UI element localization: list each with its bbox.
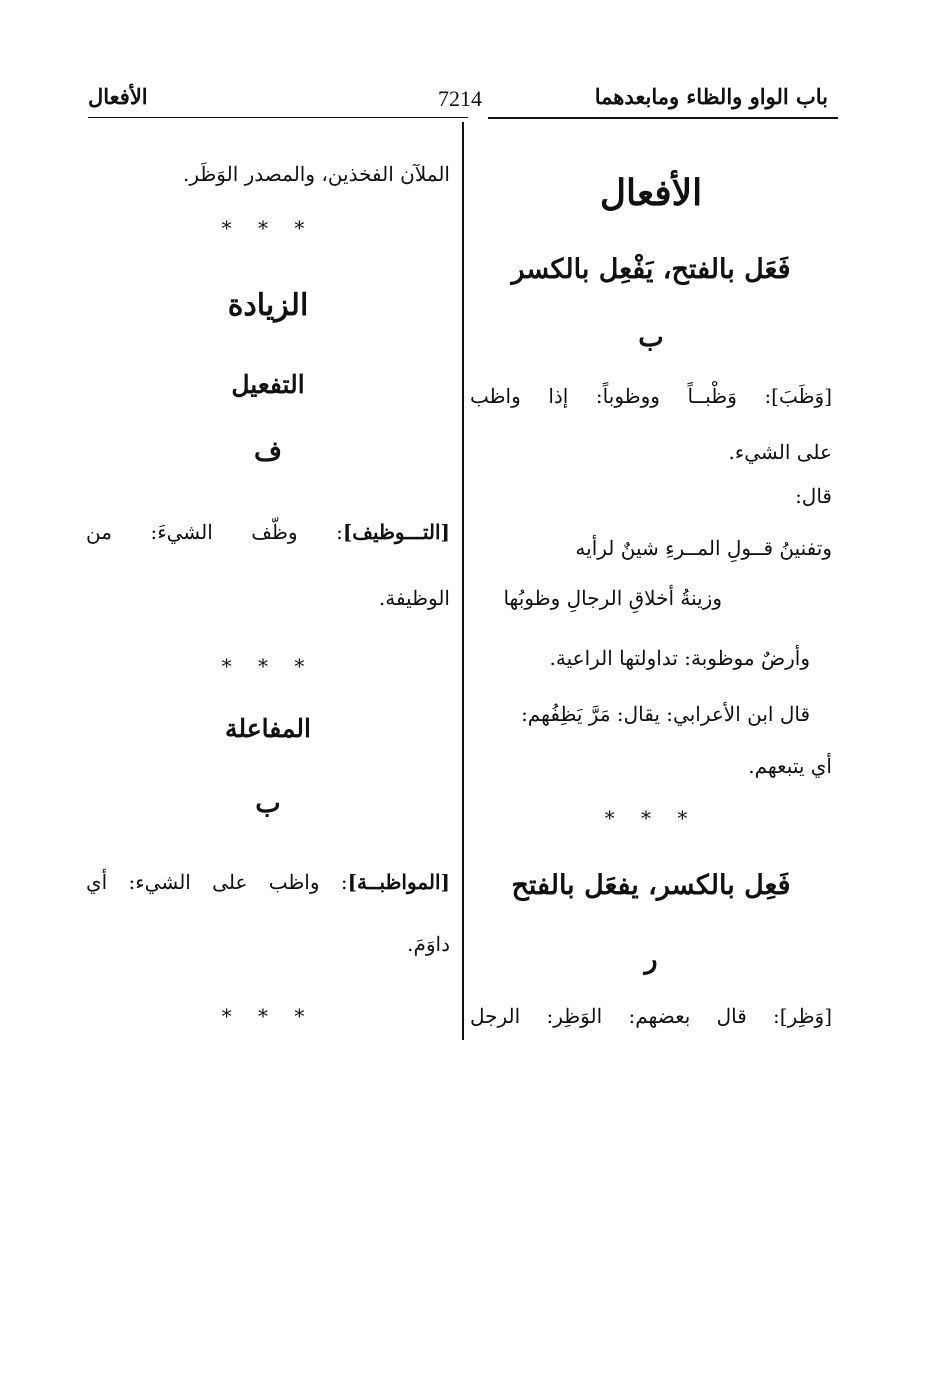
entry-muwazaba-line-1 [86, 870, 450, 894]
letter-heading-ra: ر [644, 944, 658, 975]
entry-definition: : واظب على الشيء: أي [86, 870, 348, 894]
entry-wazaba-line-1: [وَظَبَ]: وَظْبــاً ووظوباً: إذا واظب [470, 384, 832, 408]
entry-term: [المواظبــة] [347, 870, 450, 894]
subheading-fatha-kasra: فَعَل بالفتح، يَفْعِل بالكسر [511, 254, 791, 285]
section-title-afal: الأفعال [599, 172, 703, 214]
header-rule-right [488, 117, 838, 119]
entry-definition: : وظّف الشيءَ: من [86, 520, 343, 544]
running-title-left: الأفعال [88, 84, 148, 109]
land-line: وأرضٌ موظوبة: تداولتها الراعية. [549, 646, 810, 670]
letter-heading-ba: ب [638, 322, 664, 353]
entry-term: [التـــوظيف] [342, 520, 450, 544]
subheading-mufaala: المفاعلة [225, 714, 311, 743]
continuation-line: الملآن الفخذين، والمصدر الوَظَر. [183, 162, 450, 186]
subheading-tafil: التفعيل [231, 370, 305, 399]
subheading-kasra-fatha: فَعِل بالكسر، يفعَل بالفتح [511, 870, 791, 901]
entry-wazaba-line-2: على الشيء. [728, 440, 832, 464]
ibn-arabi-line-2: أي يتبعهم. [748, 754, 832, 778]
separator-stars: * * * [221, 1004, 315, 1028]
section-title-ziyada: الزيادة [227, 288, 309, 323]
running-title-right: باب الواو والظاء ومابعدهما [594, 84, 828, 109]
letter-heading-fa: ف [254, 436, 282, 467]
separator-stars: * * * [604, 806, 698, 830]
qal-label: قال: [795, 484, 832, 508]
separator-stars: * * * [221, 216, 315, 240]
separator-stars: * * * [221, 654, 315, 678]
verse-line-1: وتفنينُ قــولِ المــرءِ شينٌ لرأيه [575, 536, 832, 560]
letter-heading-ba: ب [255, 788, 281, 819]
header-rule-left [88, 117, 468, 118]
entry-tawzif-line-1 [86, 520, 450, 544]
entry-tawzif-line-2: الوظيفة. [378, 586, 450, 610]
entry-wazir-line-1: [وَظِر]: قال بعضهم: الوَظِر: الرجل [470, 1004, 832, 1028]
column-divider [462, 122, 464, 1040]
entry-muwazaba-line-2: داوَمَ. [407, 932, 450, 956]
page-header [88, 78, 828, 118]
ibn-arabi-line-1: قال ابن الأعرابي: يقال: مَرَّ يَظِفُهم: [521, 702, 810, 726]
verse-line-2: وزينةُ أخلاقِ الرجالِ وظوبُها [503, 586, 722, 610]
page-number: 7214 [438, 86, 482, 111]
